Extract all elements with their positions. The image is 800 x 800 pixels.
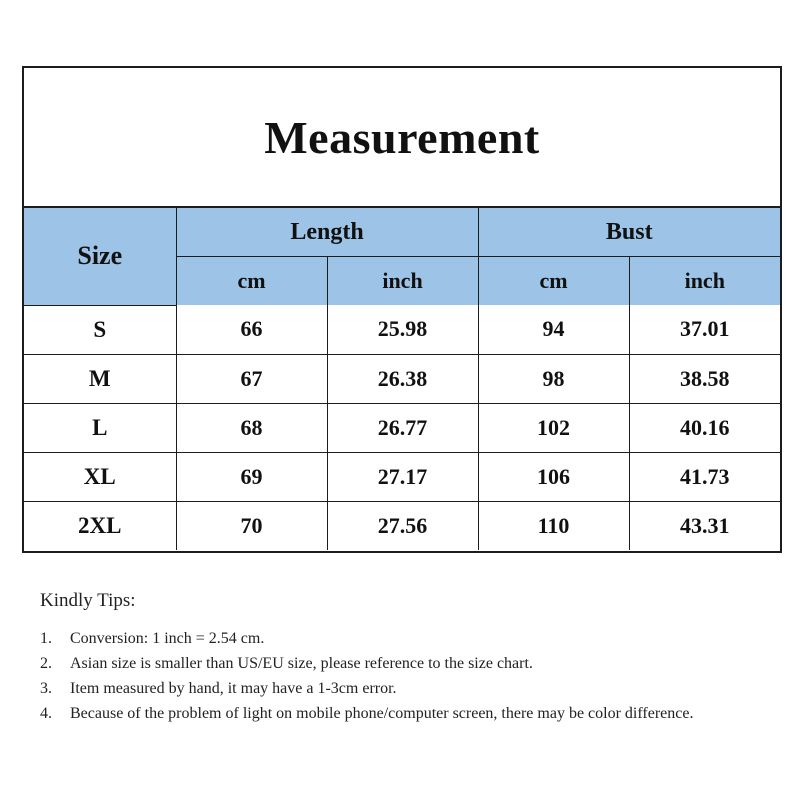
tip-number: 4. bbox=[40, 705, 52, 722]
bust-inch-cell: 40.16 bbox=[629, 403, 780, 452]
length-inch-cell: 27.17 bbox=[327, 452, 478, 501]
size-cell: 2XL bbox=[24, 501, 176, 550]
table-header-row-groups bbox=[24, 208, 780, 257]
tip-text: Asian size is smaller than US/EU size, please reference to the size chart. bbox=[70, 655, 533, 672]
tip-text: Item measured by hand, it may have a 1-3cm error. bbox=[70, 680, 397, 697]
bust-cm-cell: 94 bbox=[478, 305, 629, 354]
list-item bbox=[40, 676, 760, 701]
length-cm-cell: 66 bbox=[176, 305, 327, 354]
tips-list bbox=[40, 626, 760, 726]
tip-number: 2. bbox=[40, 655, 52, 672]
length-cm-cell: 70 bbox=[176, 501, 327, 550]
length-inch-header: inch bbox=[327, 257, 478, 306]
length-cm-cell: 67 bbox=[176, 354, 327, 403]
tip-text: Because of the problem of light on mobile phone/computer screen, there may be color difference. bbox=[70, 705, 694, 722]
length-inch-cell: 25.98 bbox=[327, 305, 478, 354]
size-cell: M bbox=[24, 354, 176, 403]
bust-inch-cell: 41.73 bbox=[629, 452, 780, 501]
length-inch-cell: 26.77 bbox=[327, 403, 478, 452]
size-chart bbox=[22, 66, 782, 553]
bust-inch-header: inch bbox=[629, 257, 780, 306]
list-item bbox=[40, 651, 760, 676]
table-row bbox=[24, 403, 780, 452]
table-row bbox=[24, 501, 780, 550]
length-cm-cell: 69 bbox=[176, 452, 327, 501]
kindly-tips bbox=[40, 590, 760, 726]
bust-group-header: Bust bbox=[478, 208, 780, 257]
length-group-header: Length bbox=[176, 208, 478, 257]
bust-cm-cell: 98 bbox=[478, 354, 629, 403]
bust-cm-header: cm bbox=[478, 257, 629, 306]
bust-cm-cell: 102 bbox=[478, 403, 629, 452]
size-cell: XL bbox=[24, 452, 176, 501]
size-table bbox=[24, 208, 780, 550]
bust-inch-cell: 38.58 bbox=[629, 354, 780, 403]
length-inch-cell: 27.56 bbox=[327, 501, 478, 550]
list-item bbox=[40, 626, 760, 651]
tips-title: Kindly Tips: bbox=[40, 590, 136, 611]
chart-title: Measurement bbox=[24, 68, 780, 208]
size-cell: L bbox=[24, 403, 176, 452]
table-row bbox=[24, 452, 780, 501]
length-cm-header: cm bbox=[176, 257, 327, 306]
tip-number: 3. bbox=[40, 680, 52, 697]
length-inch-cell: 26.38 bbox=[327, 354, 478, 403]
list-item bbox=[40, 701, 760, 726]
size-cell: S bbox=[24, 305, 176, 354]
tip-number: 1. bbox=[40, 630, 52, 647]
table-row bbox=[24, 354, 780, 403]
tip-text: Conversion: 1 inch = 2.54 cm. bbox=[70, 630, 265, 647]
bust-inch-cell: 37.01 bbox=[629, 305, 780, 354]
bust-cm-cell: 110 bbox=[478, 501, 629, 550]
table-row bbox=[24, 305, 780, 354]
size-column-header: Size bbox=[24, 208, 176, 305]
bust-cm-cell: 106 bbox=[478, 452, 629, 501]
bust-inch-cell: 43.31 bbox=[629, 501, 780, 550]
length-cm-cell: 68 bbox=[176, 403, 327, 452]
